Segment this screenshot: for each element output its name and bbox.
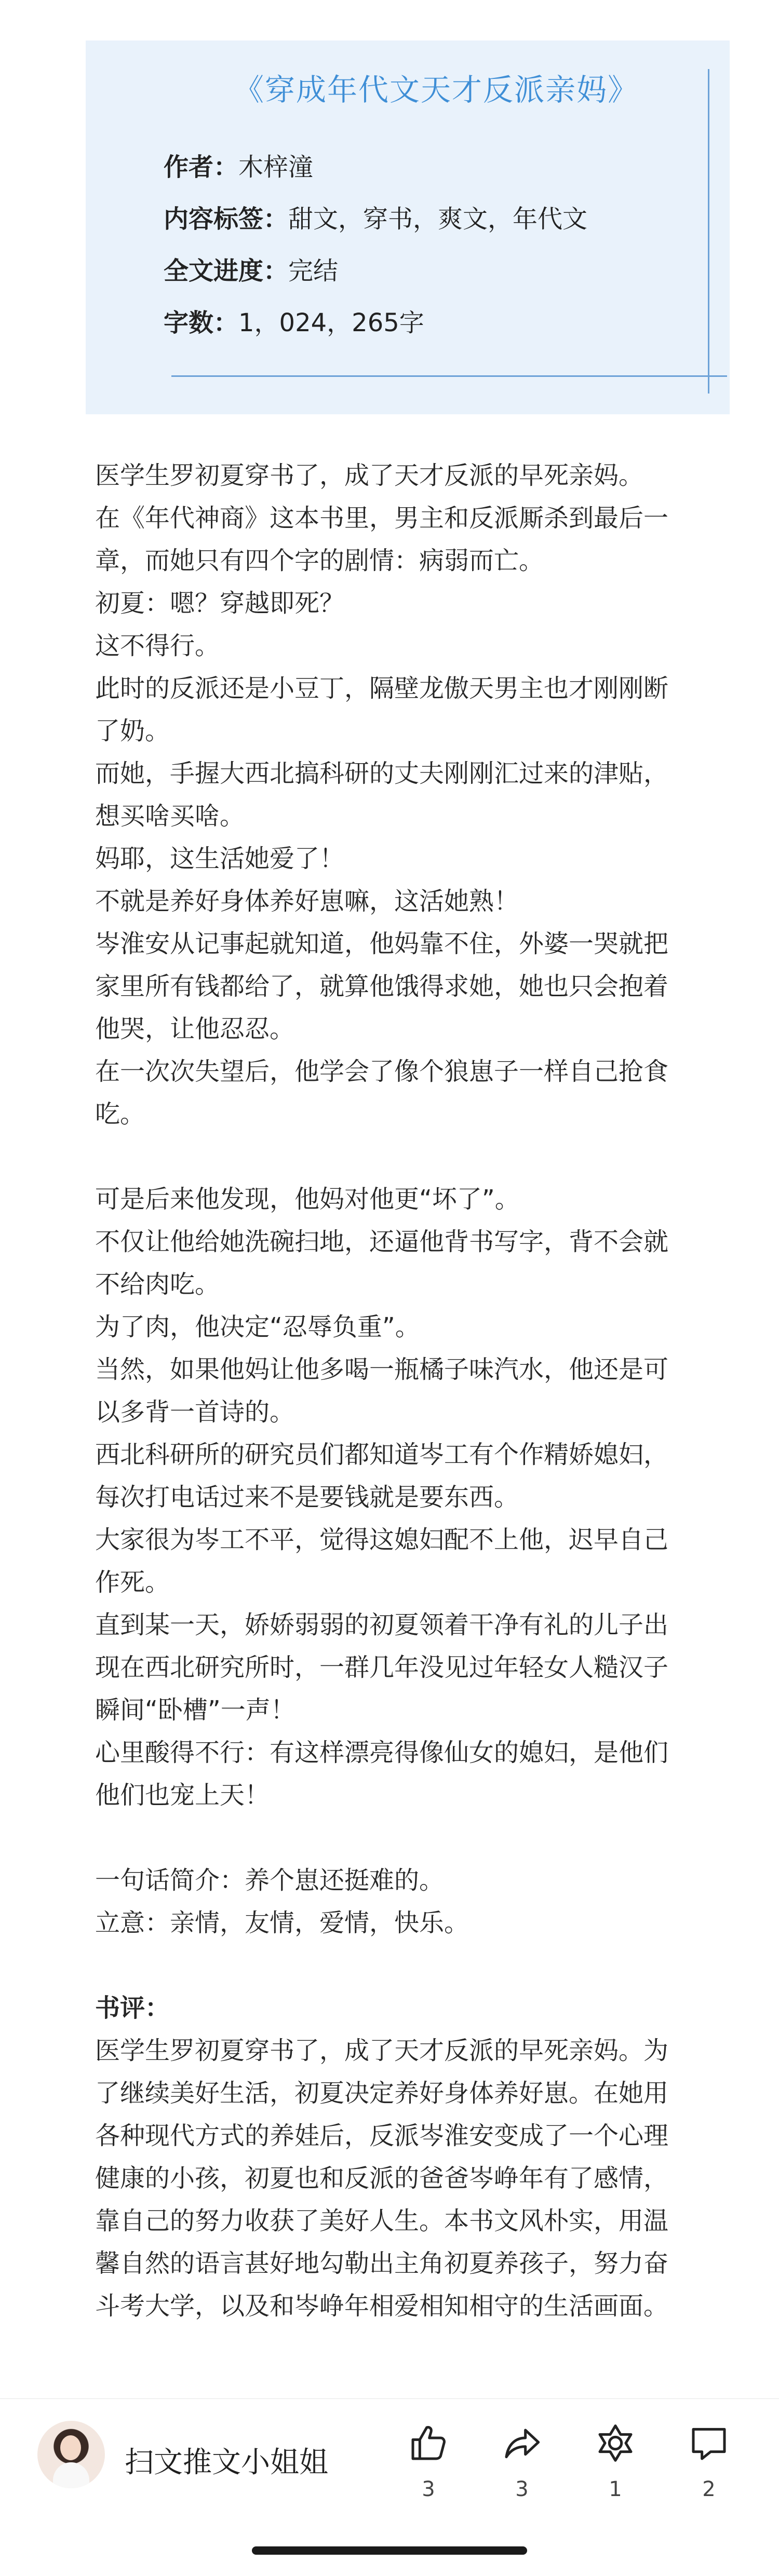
meta-word-count-value: 1，024，265字 [238, 308, 424, 337]
paragraph-gap [95, 1816, 687, 1859]
paragraph: 妈耶，这生活她爱了！ [95, 844, 345, 873]
meta-word-count-label: 字数： [164, 308, 239, 337]
meta-progress [164, 251, 338, 287]
paragraph: 心里酸得不行：有这样漂亮得像仙女的媳妇，是他们他们也宠上天！ [95, 1738, 669, 1810]
paragraph: 而她，手握大西北搞科研的丈夫刚刚汇过来的津贴，想买啥买啥。 [95, 759, 669, 831]
paragraph: 不仅让他给她洗碗扫地，还逼他背书写字，背不会就不给肉吃。 [95, 1227, 669, 1299]
paragraph: 为了肉，他决定“忍辱负重”。 [95, 1312, 420, 1341]
share-arrow-icon [501, 2422, 543, 2464]
comment-bubble-icon [688, 2422, 730, 2464]
like-button[interactable] [400, 2422, 457, 2511]
card-decor-horizontal-line [171, 375, 727, 377]
paragraph: 初夏：嗯？穿越即死？ [95, 589, 345, 618]
review-heading: 书评： [95, 1994, 170, 2023]
paragraph: 可是后来他发现，他妈对他更“坏了”。 [95, 1185, 520, 1214]
meta-author-label: 作者： [164, 153, 239, 182]
paragraph: 岑淮安从记事起就知道，他妈靠不住，外婆一哭就把家里所有钱都给了，就算他饿得求她，她也只会抱着他哭，让他忍忍。 [95, 929, 669, 1043]
paragraph: 不就是养好身体养好崽嘛，这活她熟！ [95, 887, 519, 916]
card-decor-vertical-line [708, 69, 709, 394]
paragraph: 直到某一天，娇娇弱弱的初夏领着干净有礼的儿子出现在西北研究所时，一群几年没见过年轻女人糙汉子瞬间“卧槽”一声！ [95, 1610, 669, 1725]
comment-count: 2 [702, 2477, 716, 2501]
one-line-summary: 一句话简介：养个崽还挺难的。 [95, 1866, 445, 1895]
home-indicator[interactable] [252, 2546, 527, 2555]
review-text: 医学生罗初夏穿书了，成了天才反派的早死亲妈。为了继续美好生活，初夏决定养好身体养好崽。在她用各种现代方式的养娃后，反派岑淮安变成了一个心理健康的小孩，初夏也和反派的爸爸岑峥年有了感情，靠自己的努力收获了美好人生。本书文风朴实，用温馨自然的语言甚好地勾勒出主角初夏养孩子，努力奋斗考大学，以及和岑峥年相爱相知相守的生活画面。 [95, 2036, 669, 2321]
bottom-action-bar [0, 2398, 779, 2523]
avatar-face [60, 2435, 81, 2460]
collect-hexstar-icon [595, 2422, 636, 2464]
paragraph-gap [95, 1944, 687, 1987]
paragraph-gap [95, 1135, 687, 1178]
meta-tags [164, 199, 587, 235]
comment-button[interactable] [680, 2422, 737, 2511]
avatar[interactable] [37, 2421, 105, 2488]
paragraph: 在一次次失望后，他学会了像个狼崽子一样自己抢食吃。 [95, 1057, 669, 1129]
book-title: 《穿成年代文天才反派亲妈》 [234, 72, 639, 107]
paragraph: 当然，如果他妈让他多喝一瓶橘子味汽水，他还是可以多背一首诗的。 [95, 1355, 669, 1427]
share-button[interactable] [493, 2422, 550, 2511]
paragraph: 大家很为岑工不平，觉得这媳妇配不上他，迟早自己作死。 [95, 1525, 669, 1597]
like-count: 3 [422, 2477, 435, 2501]
post-content [95, 454, 687, 2327]
meta-author-value: 木梓潼 [238, 153, 314, 182]
paragraph: 医学生罗初夏穿书了，成了天才反派的早死亲妈。 [95, 461, 644, 490]
avatar-body [53, 2462, 89, 2488]
paragraph: 此时的反派还是小豆丁，隔壁龙傲天男主也才刚刚断了奶。 [95, 674, 669, 745]
theme-line: 立意：亲情，友情，爱情，快乐。 [95, 1908, 469, 1937]
thumbs-up-icon [408, 2422, 449, 2464]
meta-author [164, 147, 313, 183]
meta-progress-value: 完结 [288, 256, 339, 286]
author-username[interactable]: 扫文推文小姐姐 [125, 2446, 328, 2479]
book-info-card [86, 40, 730, 414]
paragraph: 在《年代神商》这本书里，男主和反派厮杀到最后一章，而她只有四个字的剧情：病弱而亡。 [95, 504, 669, 575]
meta-tags-label: 内容标签： [164, 205, 289, 234]
meta-progress-label: 全文进度： [164, 256, 289, 286]
collect-count: 1 [609, 2477, 622, 2501]
share-count: 3 [515, 2477, 529, 2501]
paragraph: 这不得行。 [95, 631, 220, 660]
meta-tags-value: 甜文，穿书，爽文，年代文 [288, 205, 588, 234]
paragraph: 西北科研所的研究员们都知道岑工有个作精娇媳妇，每次打电话过来不是要钱就是要东西。 [95, 1440, 669, 1512]
collect-button[interactable] [587, 2422, 644, 2511]
meta-word-count [164, 303, 424, 338]
